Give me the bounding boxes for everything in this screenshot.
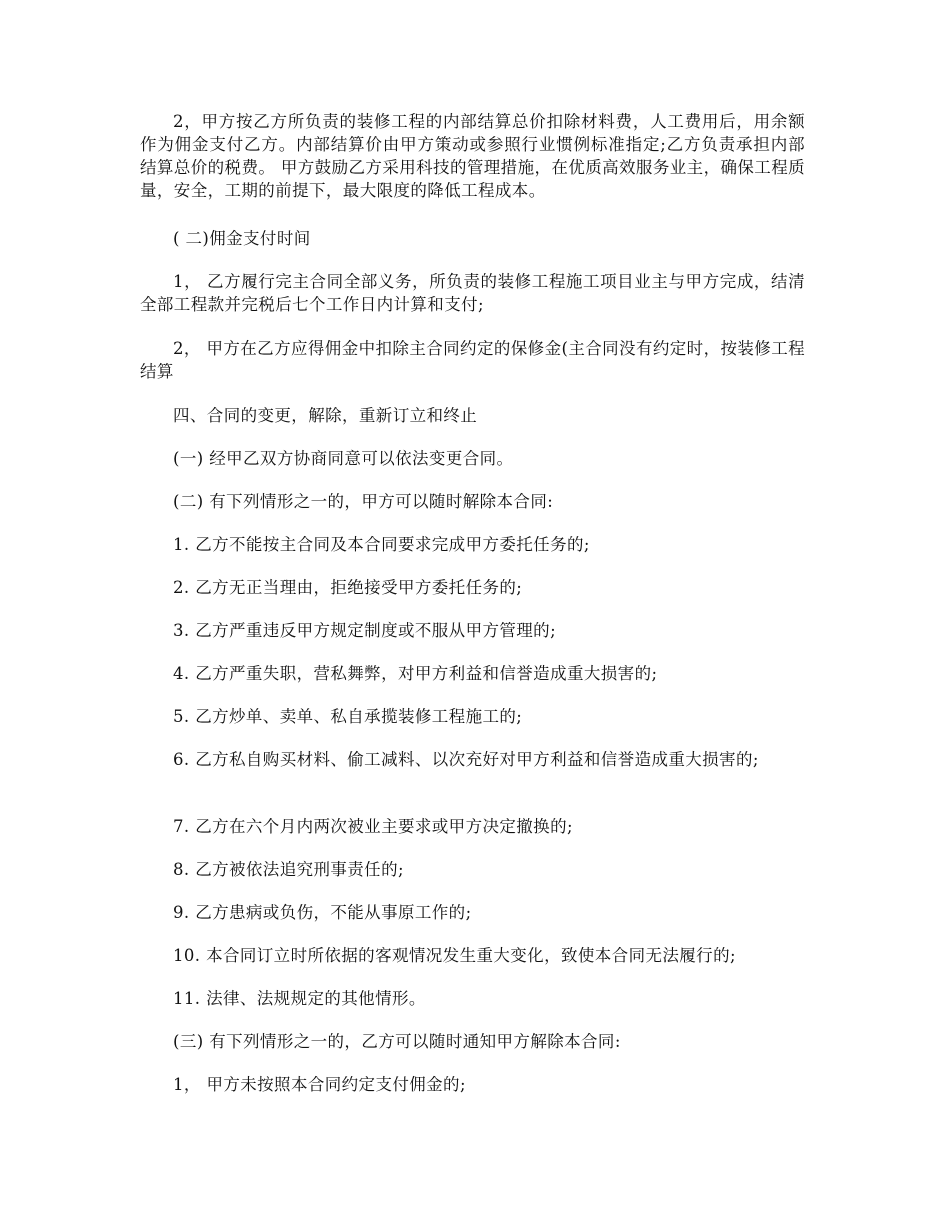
list-item-11: 11. 法律、法规规定的其他情形。 bbox=[173, 989, 426, 1008]
list-item-party-b-1: 1， 甲方未按照本合同约定支付佣金的; bbox=[173, 1075, 466, 1094]
paragraph-clause-2: (二) 有下列情形之一的，甲方可以随时解除本合同: bbox=[173, 492, 554, 511]
paragraph-clause-1: (一) 经甲乙双方协商同意可以依法变更合同。 bbox=[173, 449, 514, 468]
list-item-8: 8. 乙方被依法追究刑事责任的; bbox=[173, 860, 404, 879]
paragraph-payment-item-1: 1， 乙方履行完主合同全部义务，所负责的装修工程施工项目业主与甲方完成，结清全部工程款并完税后七个工作日内计算和支付; bbox=[140, 272, 805, 314]
list-item-1: 1. 乙方不能按主合同及本合同要求完成甲方委托任务的; bbox=[173, 535, 590, 554]
list-item-3: 3. 乙方严重违反甲方规定制度或不服从甲方管理的; bbox=[173, 621, 557, 640]
list-item-4: 4. 乙方严重失职，营私舞弊，对甲方利益和信誉造成重大损害的; bbox=[173, 664, 658, 683]
list-item-5: 5. 乙方炒单、卖单、私自承揽装修工程施工的; bbox=[173, 707, 523, 726]
list-item-10: 10. 本合同订立时所依据的客观情况发生重大变化，致使本合同无法履行的; bbox=[173, 946, 736, 965]
list-item-2: 2. 乙方无正当理由，拒绝接受甲方委托任务的; bbox=[173, 578, 523, 597]
list-item-7: 7. 乙方在六个月内两次被业主要求或甲方决定撤换的; bbox=[173, 817, 573, 836]
heading-commission-payment-time: ( 二)佣金支付时间 bbox=[173, 229, 311, 248]
paragraph-clause-3: (三) 有下列情形之一的，乙方可以随时通知甲方解除本合同: bbox=[173, 1032, 621, 1051]
paragraph-payment-item-2: 2， 甲方在乙方应得佣金中扣除主合同约定的保修金(主合同没有约定时，按装修工程结算 bbox=[140, 339, 805, 381]
heading-section-four: 四、合同的变更，解除，重新订立和终止 bbox=[173, 406, 478, 425]
list-item-6: 6. 乙方私自购买材料、偷工减料、以次充好对甲方利益和信誉造成重大损害的; bbox=[173, 750, 759, 769]
paragraph-commission-calculation: 2，甲方按乙方所负责的装修工程的内部结算总价扣除材料费，人工费用后，用余额作为佣金支付乙方。内部结算价由甲方策动或参照行业惯例标准指定;乙方负责承担内部结算总价的税费。 甲方鼓励乙方采用科技的管理措施，在优质高效服务业主，确保工程质量，安全，工期的前提下，最大限度的降低工程成本。 bbox=[140, 112, 805, 200]
list-item-9: 9. 乙方患病或负伤，不能从事原工作的; bbox=[173, 903, 472, 922]
